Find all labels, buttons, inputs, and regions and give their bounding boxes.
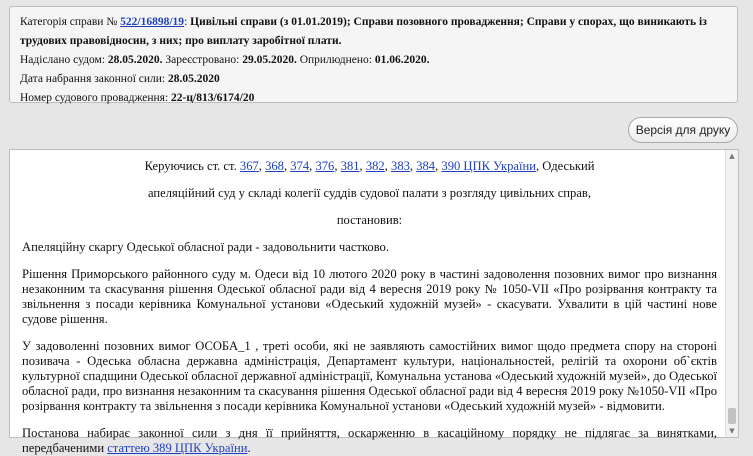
category-colon: : xyxy=(184,16,188,28)
paragraph-4-text: Постанова набирає законної сили з дня її прийняття, оскарженню в касаційному порядку не підлягає за винятками, передбаченими xyxy=(22,426,717,455)
paragraph-1: Апеляційну скаргу Одеської обласної ради - задовольнити частково. xyxy=(22,240,389,254)
scroll-up-arrow-icon[interactable]: ▲ xyxy=(729,152,735,160)
article-link-368[interactable]: 368 xyxy=(265,159,284,173)
guided-suffix: , Одеський xyxy=(535,159,595,173)
effective-label: Дата набрання законної сили: xyxy=(20,73,166,85)
registered-label: Зареєстровано: xyxy=(165,54,240,66)
published-label: Оприлюднено: xyxy=(299,54,373,66)
article-link-376[interactable]: 376 xyxy=(315,159,335,173)
sent-value: 28.05.2020. xyxy=(107,54,163,66)
article-link-367[interactable]: 367 xyxy=(239,159,259,173)
article-link-374[interactable]: 374 xyxy=(290,159,310,173)
case-number-link[interactable]: 522/16898/19 xyxy=(120,16,185,28)
paragraph-3: У задоволенні позовних вимог ОСОБА_1 , треті особи, які не заявляють самостійних вимог щодо предмета спору на стороні позивача - Одеська обласна державна адміністрація, Департамент культури, національностей, релігій та охорони об`єктів культурної спадщини Одеської обласної державної адміністрації, Комунальна установа «Одеський художній музей», до Одеської обласної ради, про визнання незаконним та скасування рішення Одеської обласної ради від 4 вересня 2019 року №1050-VII «Про розірвання контракту та звільнення з посади керівника Комунальної установи «Одеський художній музей» - відмовити. xyxy=(22,339,717,413)
proceeding-line xyxy=(20,89,727,108)
article-389-link[interactable]: статтею 389 ЦПК України xyxy=(107,441,248,455)
case-category-line xyxy=(20,13,727,51)
paragraph-4-end: . xyxy=(247,441,251,455)
registered-value: 29.05.2020. xyxy=(242,54,297,66)
court-line: апеляційний суд у складі колегії суддів судової палати з розгляду цивільних справ, xyxy=(147,186,592,200)
article-link-383[interactable]: 383 xyxy=(391,159,410,173)
sent-label: Надіслано судом: xyxy=(20,54,106,66)
article-link-390[interactable]: 390 ЦПК України xyxy=(441,159,536,173)
article-link-382[interactable]: 382 xyxy=(365,159,385,173)
scroll-down-arrow-icon[interactable]: ▼ xyxy=(729,427,735,435)
paragraph-4 xyxy=(22,426,717,456)
published-value: 01.06.2020. xyxy=(374,54,430,66)
guided-by-line: Керуючись ст. ст. 367, 368, 374, 376, 381, 382, 383, 384, 390 ЦПК України, Одеський xyxy=(144,159,595,173)
vertical-scrollbar[interactable] xyxy=(725,150,738,437)
article-link-381[interactable]: 381 xyxy=(340,159,360,173)
document-text-panel[interactable] xyxy=(9,149,739,455)
proceeding-value: 22-ц/813/6174/20 xyxy=(171,92,255,104)
proceeding-label: Номер судового провадження: xyxy=(20,92,169,104)
paragraph-2: Рішення Приморського районного суду м. Одеси від 10 лютого 2020 року в частині задоволення позовних вимог про визнання незаконним та скасування рішення Одеської обласної ради від 4 вересня 2019 року № 1050-VII «Про розірвання контракту та звільнення з посади керівника Комунальної установи «Одеський художній музей» - скасувати. Ухвалити в цій частині нове судове рішення. xyxy=(22,267,717,326)
print-version-button[interactable]: Версія для друку xyxy=(628,117,738,143)
dates-line xyxy=(20,51,727,70)
article-link-384[interactable]: 384 xyxy=(416,159,436,173)
guided-prefix: Керуючись ст. ст. xyxy=(144,159,237,173)
category-label: Категорія справи № xyxy=(20,16,118,28)
case-info-panel xyxy=(9,6,738,103)
resolved-line: постановив: xyxy=(336,213,403,227)
document-body xyxy=(10,150,725,455)
scrollbar-thumb[interactable] xyxy=(728,408,736,424)
effective-value: 28.05.2020 xyxy=(167,73,220,85)
category-text: Цивільні справи (з 01.01.2019); Справи позовного провадження; Справи у спорах, що виникають із трудових правовідносин, з них; про виплату заробітної плати. xyxy=(20,16,707,47)
effective-date-line xyxy=(20,70,727,89)
